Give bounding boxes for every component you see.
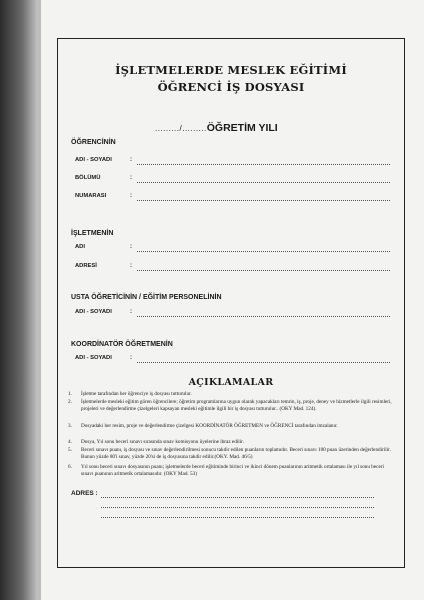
explanation-item: [68, 399, 393, 414]
business-address-field[interactable]: [137, 270, 390, 271]
explanation-text: Dosyadaki her resim, proje ve değerlendirme çizelgesi KOORDİNATÖR ÖĞRETMEN ve ÖĞRENCİ tarafından imzalanır.: [81, 423, 338, 429]
business-name-field[interactable]: [137, 251, 390, 252]
address-line-2[interactable]: [101, 507, 374, 508]
explanations-heading: AÇIKLAMALAR: [188, 377, 274, 388]
form-border: [57, 38, 405, 568]
explanation-number: 3.: [68, 423, 72, 429]
business-heading: İŞLETMENİN: [71, 230, 114, 237]
student-name-colon: :: [130, 157, 132, 163]
explanation-number: 1.: [68, 391, 72, 397]
address-line-3[interactable]: [101, 517, 374, 518]
business-address-label: ADRESİ: [75, 263, 97, 269]
address-label: ADRES :: [71, 490, 98, 497]
explanation-text: İşletmelerde mesleki eğitim gören öğrencilere; öğretim programlarına uygun olarak yapacakları temrin, iş, proje, deney ve hizmetlerle ilgili resimleri, projeleri ve değerlendirme çizelgeleri kapsayan mesleki eğitimle ilgili bir iş dosyası tutturulur.. (OKY Mad. 124).: [81, 399, 392, 413]
student-heading: ÖĞRENCİNİN: [71, 139, 116, 146]
coordinator-heading: KOORDİNATÖR ÖĞRETMENİN: [71, 341, 173, 348]
form-title-line2: ÖĞRENCİ İŞ DOSYASI: [157, 80, 305, 94]
address-line-1[interactable]: [101, 497, 374, 498]
coordinator-name-colon: :: [130, 355, 132, 361]
coordinator-name-field[interactable]: [137, 362, 390, 363]
explanation-item: [68, 391, 393, 398]
explanation-item: [68, 464, 393, 479]
student-department-label: BÖLÜMÜ: [75, 175, 101, 181]
business-name-colon: :: [130, 244, 132, 250]
master-trainer-name-label: ADI - SOYADI: [75, 309, 112, 315]
explanation-number: 2.: [68, 399, 72, 405]
business-name-label: ADI: [75, 244, 85, 250]
student-number-field[interactable]: [137, 200, 390, 201]
explanation-number: 5.: [68, 447, 72, 453]
student-number-label: NUMARASI: [75, 193, 107, 199]
master-trainer-name-field[interactable]: [137, 316, 390, 317]
master-trainer-heading: USTA ÖĞRETİCİNİN / EĞİTİM PERSONELİNİN: [71, 294, 222, 301]
student-name-field[interactable]: [137, 164, 390, 165]
explanation-text: Yıl sonu beceri sınavı dosyasının puanı; işletmelerde beceri eğitiminde birinci ve ikinci dönem puanlarının aritmetik ortalaması ile yıl sonu beceri sınavı puanının aritmetik ortalamasıdır. (OKY Mad. 53): [81, 464, 384, 478]
explanation-number: 4.: [68, 439, 72, 445]
explanation-number: 6.: [68, 464, 72, 470]
explanation-text: Dosya, Yıl sonu beceri sınavı sırasında sınav komisyonu üyelerine ibraz edilir.: [81, 439, 244, 445]
explanation-item: [68, 447, 393, 462]
explanation-item: [68, 439, 393, 446]
academic-year-label: ÖĞRETİM YILI: [206, 122, 278, 134]
binding-shadow: [0, 0, 40, 600]
explanation-text: Beceri sınavı puanı, iş dosyası ve sınav değerlendirilmesi sonucu takdir edilen puanların toplamıdır. Beceri sınavı 100 puan üzerinden değerlendirilir. Bunun yüzde 80'i sınav, yüzde 20'si de iş dosyasına takdir edilir.(OKY. Mad. 46/5): [81, 447, 391, 461]
page-edge: [38, 0, 41, 600]
coordinator-name-label: ADI - SOYADI: [75, 355, 112, 361]
master-trainer-name-colon: :: [130, 309, 132, 315]
business-address-colon: :: [130, 263, 132, 269]
student-department-field[interactable]: [137, 182, 390, 183]
explanation-item: [68, 423, 393, 430]
student-number-colon: :: [130, 193, 132, 199]
form-title-line1: İŞLETMELERDE MESLEK EĞİTİMİ: [115, 63, 347, 77]
student-department-colon: :: [130, 175, 132, 181]
academic-year: [155, 122, 355, 134]
explanation-text: İşletme tarafından her öğrenciye iş dosyası tutturulur.: [81, 391, 192, 397]
student-name-label: ADI - SOYADI: [75, 157, 112, 163]
academic-year-blank[interactable]: ........./.........: [155, 124, 207, 133]
